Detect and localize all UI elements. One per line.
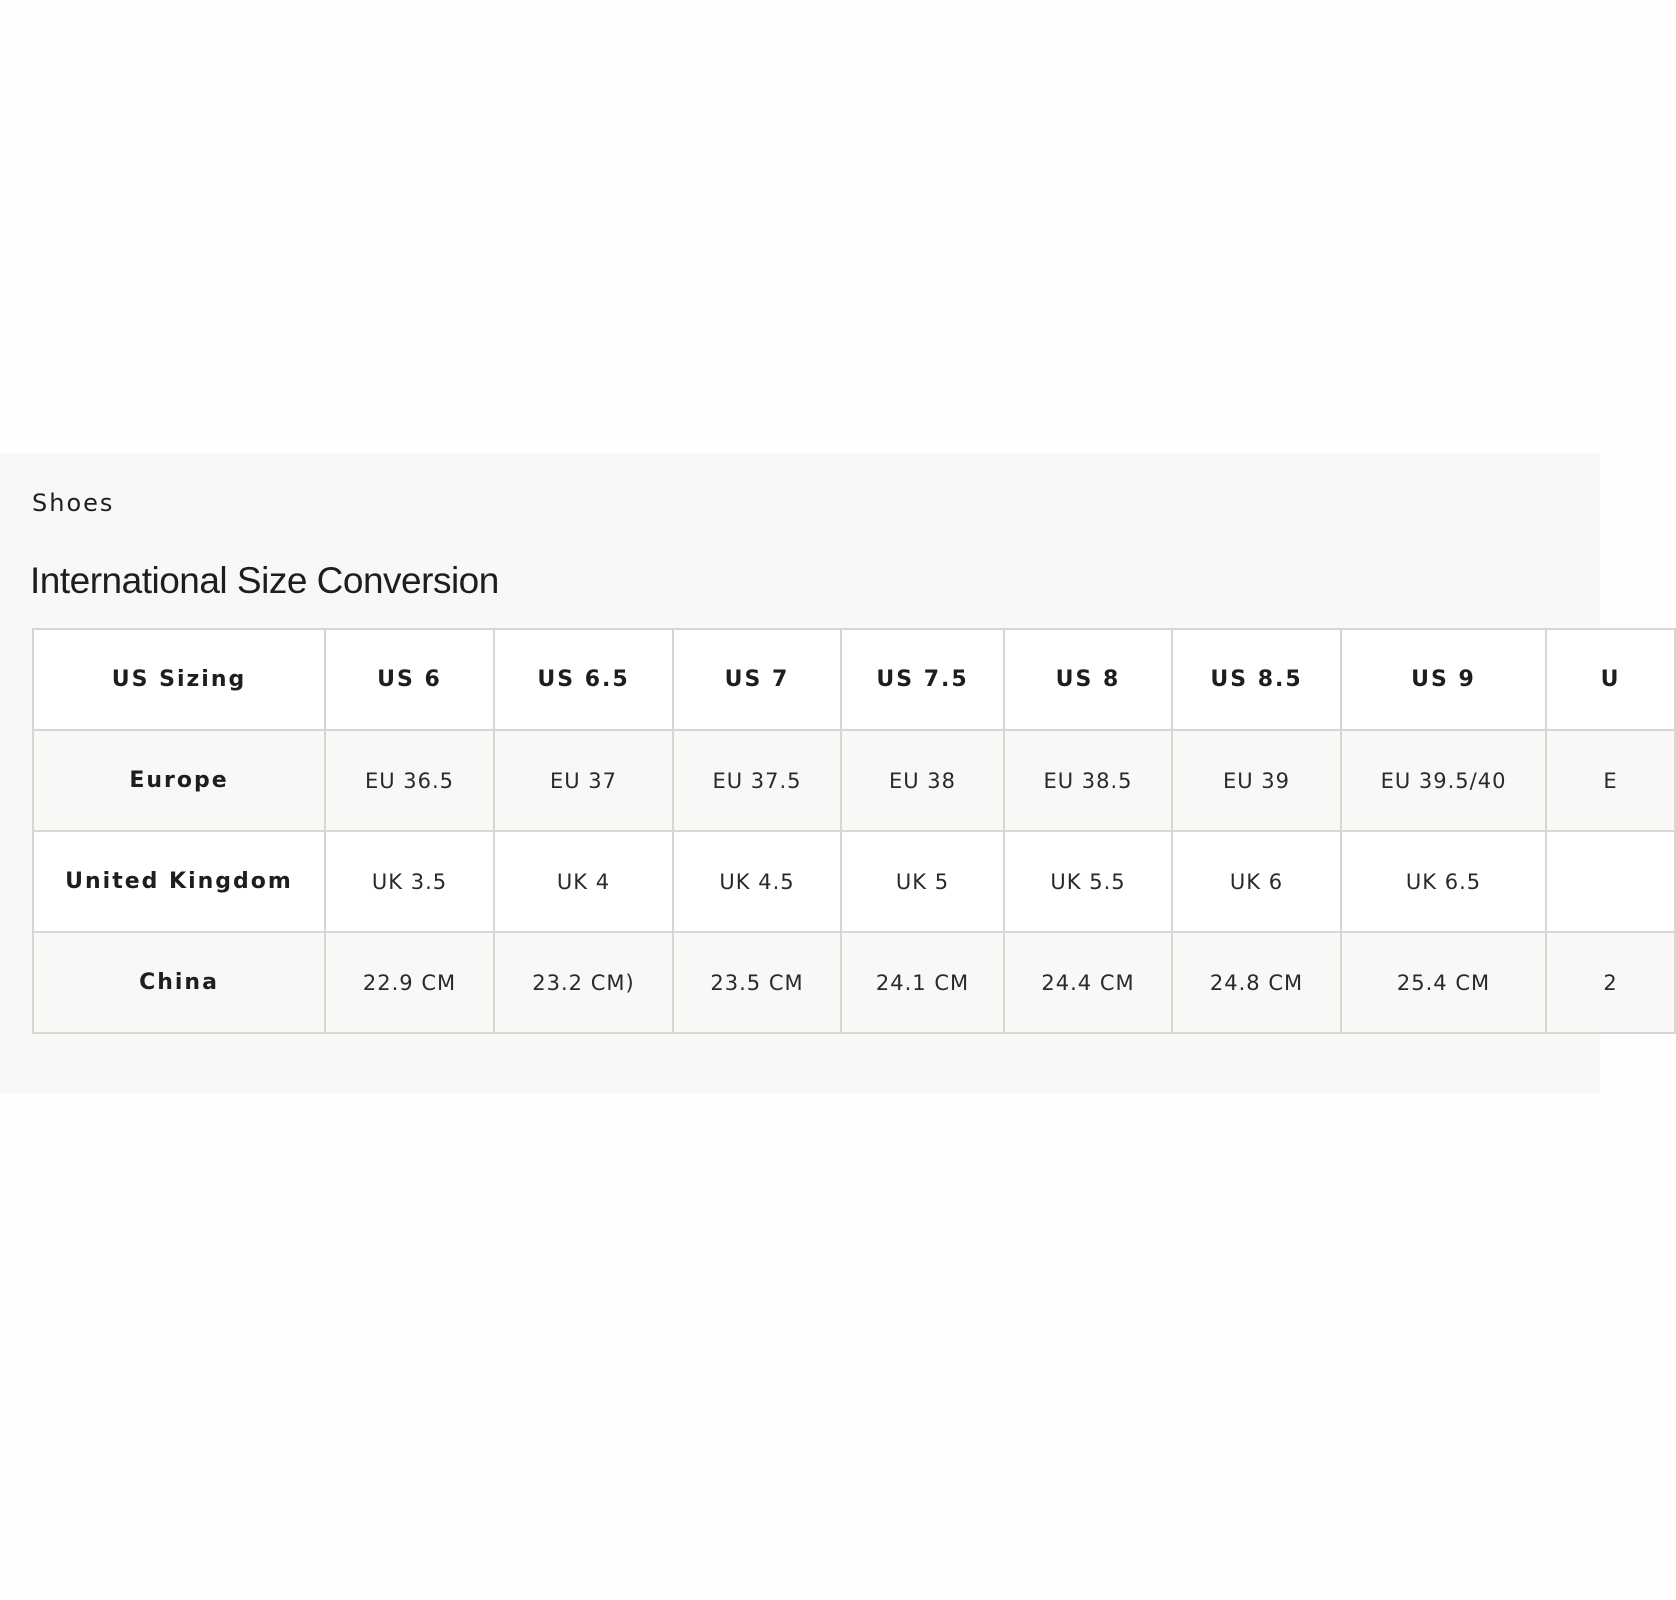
header-cell: US 7.5	[841, 629, 1004, 730]
table-cell: UK 4.5	[673, 831, 841, 932]
page-title: International Size Conversion	[30, 560, 499, 601]
table-cell: UK 6	[1172, 831, 1341, 932]
table-row-china	[33, 932, 1675, 1033]
table-cell: 23.2 CM)	[494, 932, 673, 1033]
table-cell: 24.8 CM	[1172, 932, 1341, 1033]
size-conversion-table	[32, 628, 1676, 1034]
table-cell-cutoff	[1546, 831, 1675, 932]
header-cell: US 8.5	[1172, 629, 1341, 730]
table-cell: UK 5.5	[1004, 831, 1172, 932]
table-cell: 23.5 CM	[673, 932, 841, 1033]
header-cell-cutoff: U	[1546, 629, 1675, 730]
header-cell: US 8	[1004, 629, 1172, 730]
table-cell: EU 37	[494, 730, 673, 831]
size-table-container[interactable]	[32, 628, 1621, 1034]
table-cell-cutoff: E	[1546, 730, 1675, 831]
header-cell: US 6.5	[494, 629, 673, 730]
table-cell: EU 39.5/40	[1341, 730, 1546, 831]
table-cell: EU 36.5	[325, 730, 494, 831]
table-header-row	[33, 629, 1675, 730]
table-cell: UK 4	[494, 831, 673, 932]
table-cell: EU 37.5	[673, 730, 841, 831]
table-cell: 24.4 CM	[1004, 932, 1172, 1033]
table-cell: 25.4 CM	[1341, 932, 1546, 1033]
table-row-europe	[33, 730, 1675, 831]
table-cell: UK 3.5	[325, 831, 494, 932]
size-chart-panel	[0, 453, 1621, 1093]
table-cell: UK 6.5	[1341, 831, 1546, 932]
row-label-europe: Europe	[33, 730, 325, 831]
section-label: Shoes	[32, 489, 115, 517]
row-label-china: China	[33, 932, 325, 1033]
table-cell: EU 38	[841, 730, 1004, 831]
header-cell: US 9	[1341, 629, 1546, 730]
row-label-us-sizing: US Sizing	[33, 629, 325, 730]
table-cell: UK 5	[841, 831, 1004, 932]
row-label-united-kingdom: United Kingdom	[33, 831, 325, 932]
table-cell-cutoff: 2	[1546, 932, 1675, 1033]
table-cell: 22.9 CM	[325, 932, 494, 1033]
table-row-united-kingdom	[33, 831, 1675, 932]
header-cell: US 6	[325, 629, 494, 730]
table-cell: 24.1 CM	[841, 932, 1004, 1033]
table-cell: EU 38.5	[1004, 730, 1172, 831]
table-cell: EU 39	[1172, 730, 1341, 831]
header-cell: US 7	[673, 629, 841, 730]
